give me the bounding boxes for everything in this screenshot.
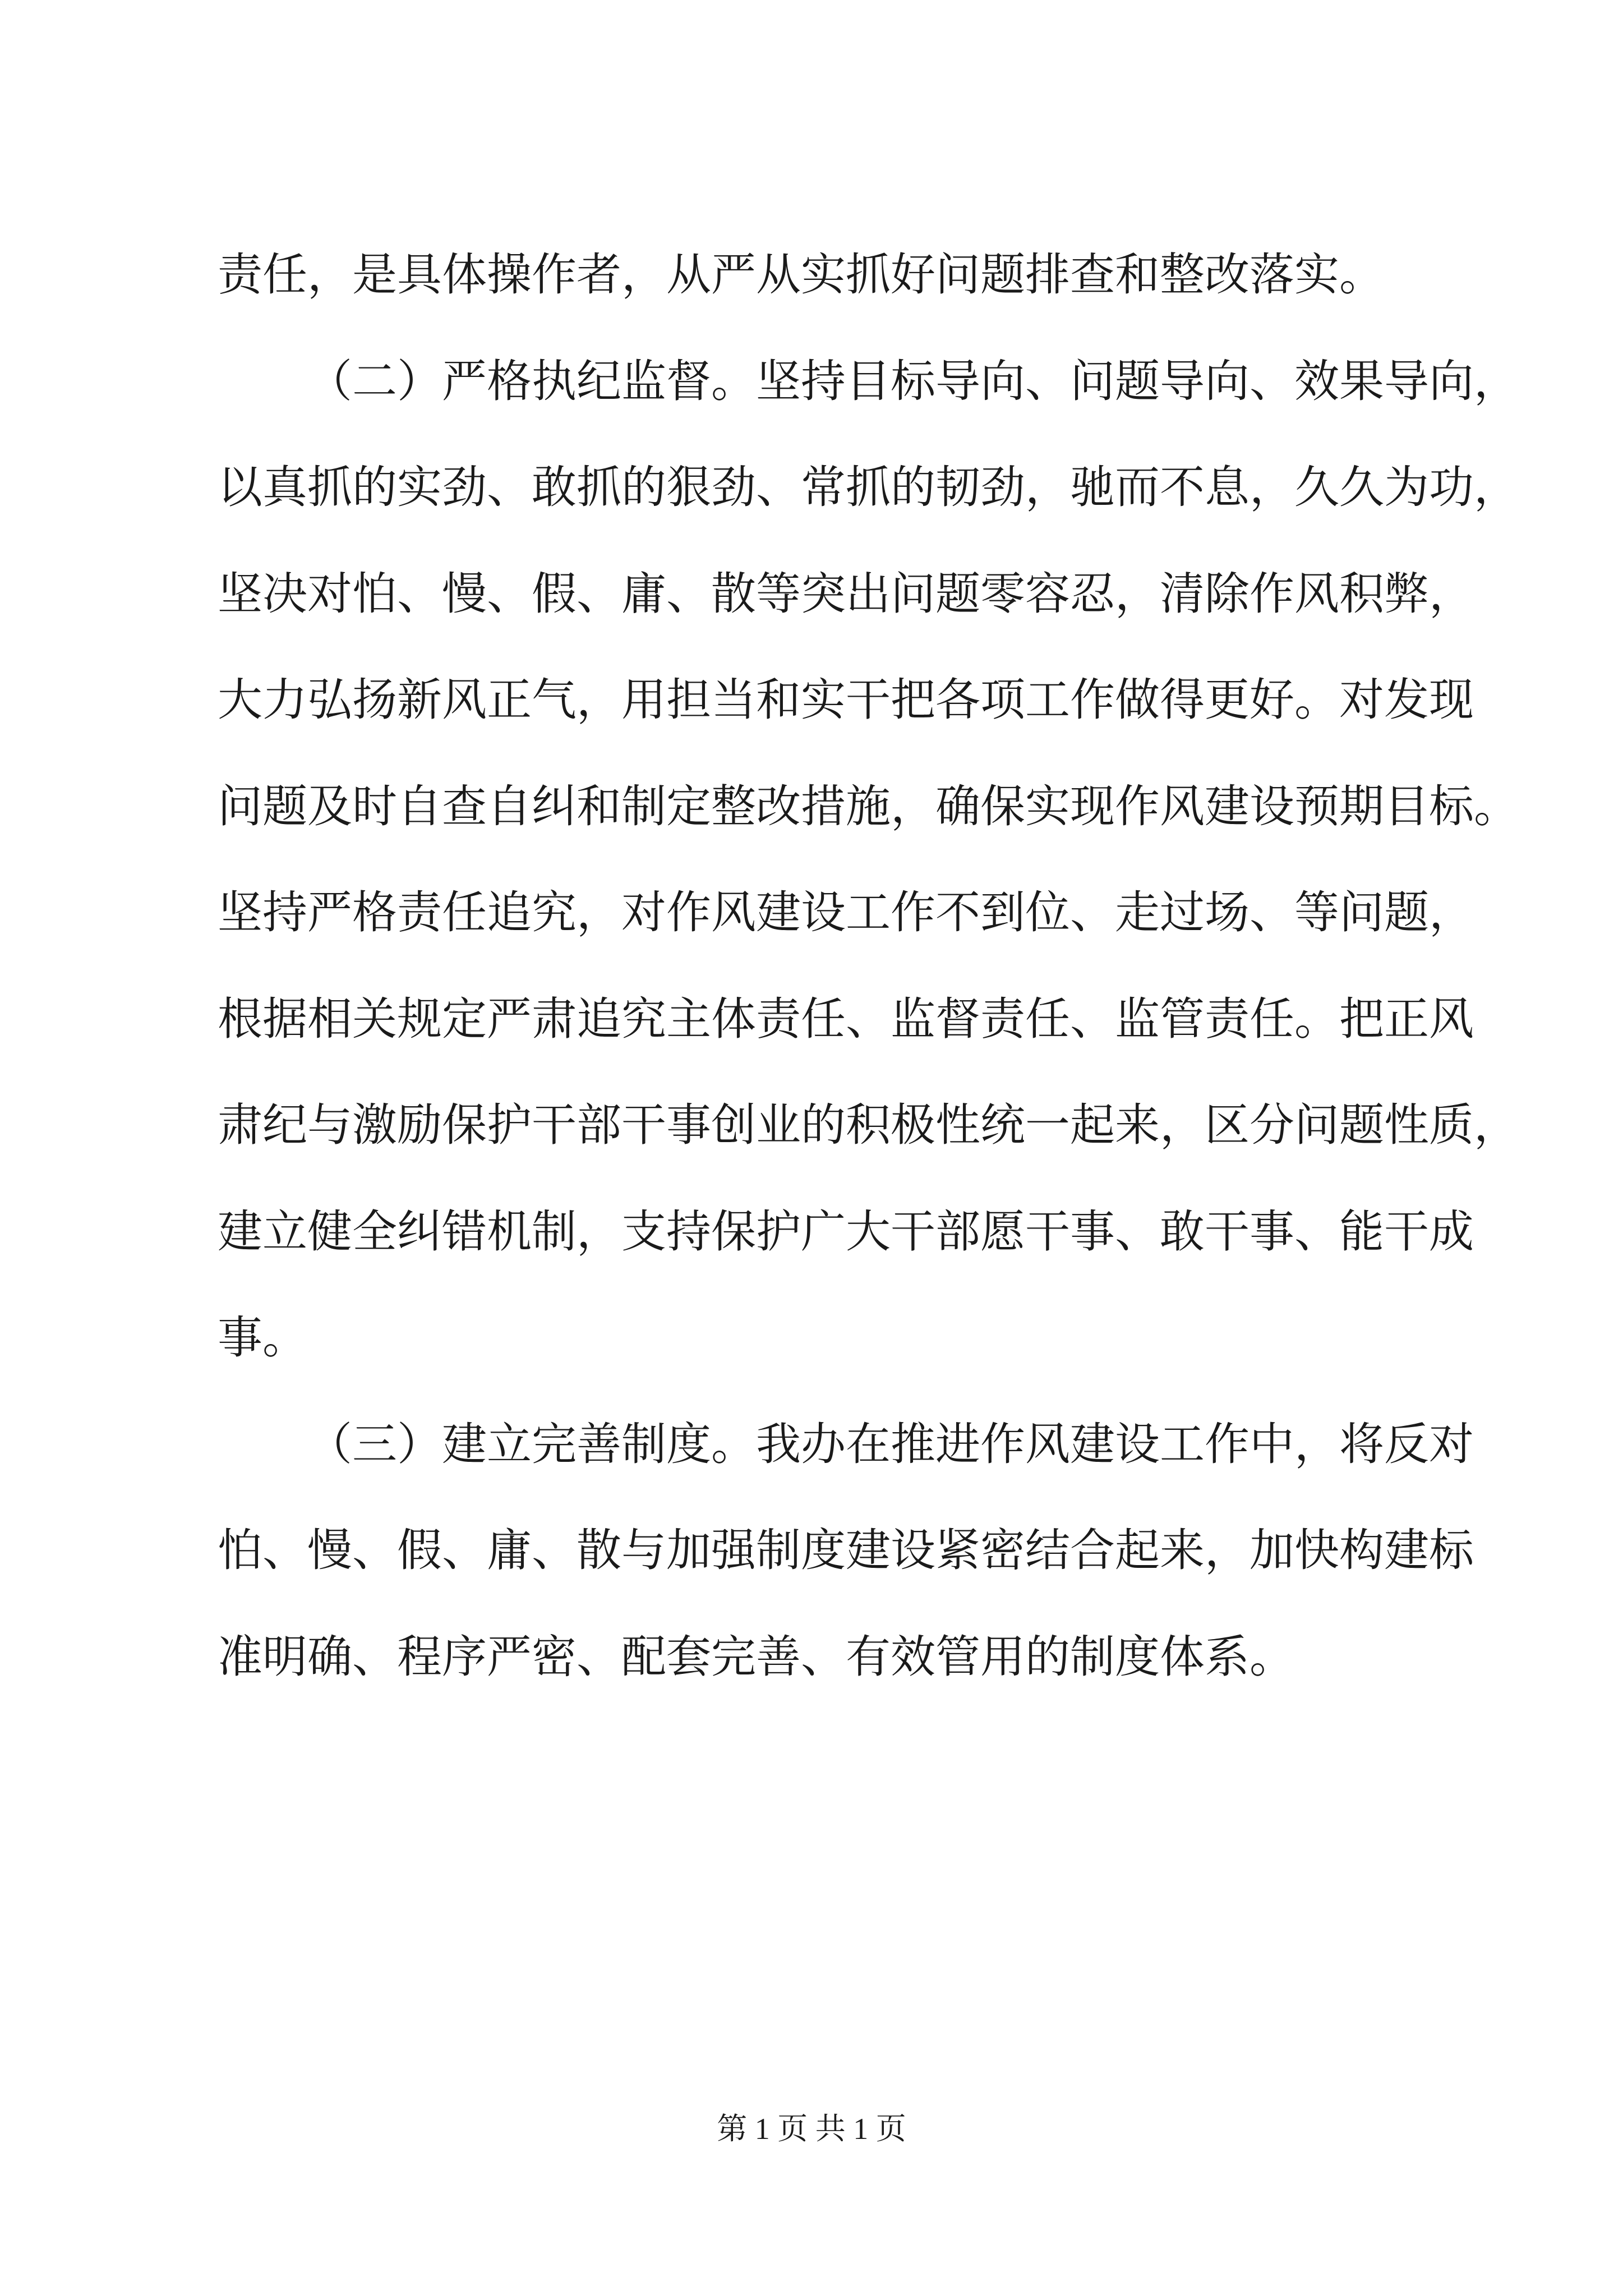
text-line: 事。 [218, 1312, 307, 1364]
text-line: 坚持严格责任追究，对作风建设工作不到位、走过场、等问题， [218, 886, 1474, 938]
body-text [218, 222, 1519, 1710]
text-line: 责任，是具体操作者，从严从实抓好问题排查和整改落实。 [218, 249, 1384, 301]
text-line: 准明确、程序严密、配套完善、有效管用的制度体系。 [218, 1630, 1294, 1683]
paragraph-heading-line: （二）严格执纪监督。坚持目标导向、问题导向、效果导向， [307, 355, 1519, 407]
page-footer [0, 2112, 1623, 2146]
text-line: 大力弘扬新风正气，用担当和实干把各项工作做得更好。对发现 [218, 674, 1474, 726]
text-line: 以真抓的实劲、敢抓的狠劲、常抓的韧劲，驰而不息，久久为功， [218, 461, 1519, 513]
text-line: 建立健全纠错机制，支持保护广大干部愿干事、敢干事、能干成 [218, 1205, 1474, 1258]
paragraph-heading-line: （三）建立完善制度。我办在推进作风建设工作中，将反对 [307, 1418, 1474, 1470]
text-line: 肃纪与激励保护干部干事创业的积极性统一起来，区分问题性质， [218, 1099, 1519, 1151]
page-number-label: 第 1 页 共 1 页 [717, 2112, 906, 2146]
text-line: 怕、慢、假、庸、散与加强制度建设紧密结合起来，加快构建标 [218, 1524, 1474, 1576]
text-line: 根据相关规定严肃追究主体责任、监督责任、监管责任。把正风 [218, 992, 1474, 1045]
text-line: 坚决对怕、慢、假、庸、散等突出问题零容忍，清除作风积弊， [218, 567, 1474, 620]
text-line: 问题及时自查自纠和制定整改措施，确保实现作风建设预期目标。 [218, 780, 1519, 832]
